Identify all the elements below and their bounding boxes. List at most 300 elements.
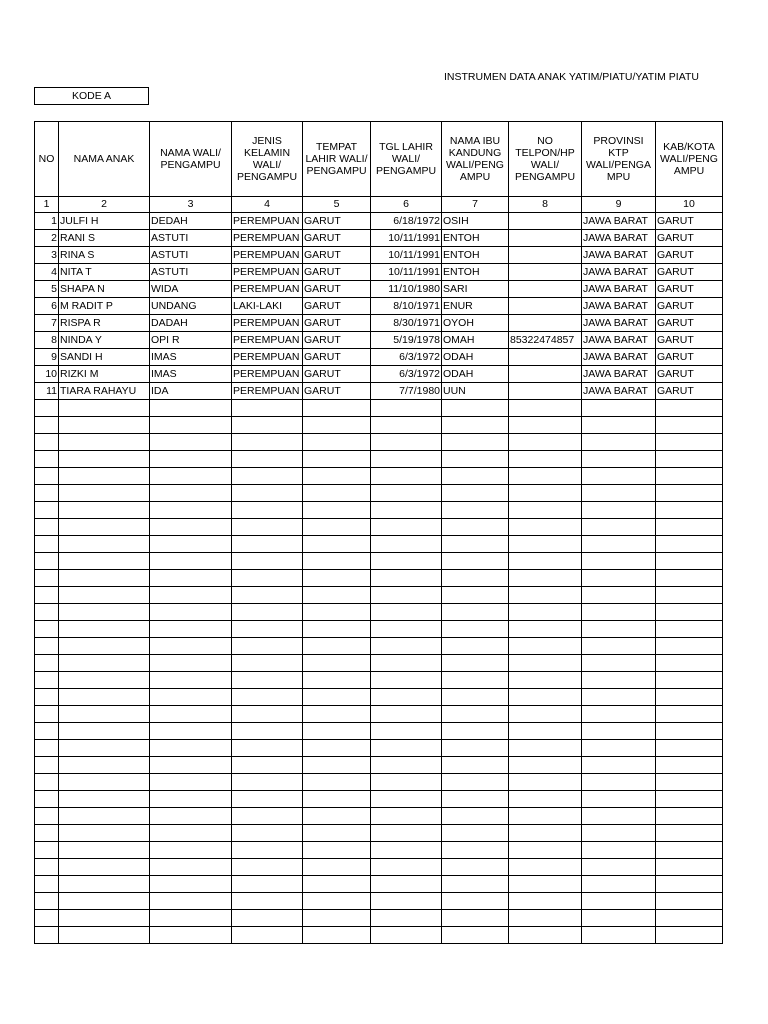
header-nama-wali: NAMA WALI/ PENGAMPU	[150, 122, 232, 197]
empty-cell	[509, 485, 582, 502]
empty-cell	[303, 927, 371, 944]
cell-nama-wali: IMAS	[150, 366, 232, 383]
cell-telpon	[509, 349, 582, 366]
empty-cell	[656, 519, 723, 536]
cell-nama-wali: ASTUTI	[150, 264, 232, 281]
empty-cell	[150, 553, 232, 570]
empty-cell	[582, 451, 656, 468]
table-row	[35, 383, 723, 400]
empty-cell	[656, 774, 723, 791]
header-nama-ibu: NAMA IBU KANDUNG WALI/PENG AMPU	[442, 122, 509, 197]
cell-nama-anak: SHAPA N	[59, 281, 150, 298]
cell-nama-anak: RANI S	[59, 230, 150, 247]
empty-cell	[509, 723, 582, 740]
cell-telpon	[509, 213, 582, 230]
empty-cell	[150, 723, 232, 740]
cell-tgl-lahir: 5/19/1978	[371, 332, 442, 349]
cell-nama-ibu: ENTOH	[442, 264, 509, 281]
empty-cell	[59, 519, 150, 536]
empty-cell	[303, 689, 371, 706]
empty-row	[35, 706, 723, 723]
cell-kab-kota: GARUT	[656, 315, 723, 332]
cell-kab-kota: GARUT	[656, 230, 723, 247]
empty-cell	[35, 774, 59, 791]
column-number: 2	[59, 197, 150, 213]
empty-cell	[59, 400, 150, 417]
empty-cell	[442, 536, 509, 553]
empty-cell	[656, 706, 723, 723]
column-number-row	[35, 197, 723, 213]
empty-cell	[509, 842, 582, 859]
empty-cell	[35, 825, 59, 842]
empty-cell	[371, 740, 442, 757]
empty-cell	[59, 485, 150, 502]
empty-cell	[582, 740, 656, 757]
cell-tempat-lahir: GARUT	[303, 332, 371, 349]
empty-cell	[59, 570, 150, 587]
empty-cell	[303, 451, 371, 468]
empty-cell	[232, 434, 303, 451]
cell-tgl-lahir: 8/10/1971	[371, 298, 442, 315]
empty-cell	[442, 757, 509, 774]
empty-cell	[35, 723, 59, 740]
cell-kab-kota: GARUT	[656, 264, 723, 281]
empty-cell	[150, 689, 232, 706]
empty-cell	[582, 400, 656, 417]
empty-cell	[442, 927, 509, 944]
empty-cell	[303, 621, 371, 638]
cell-kab-kota: GARUT	[656, 332, 723, 349]
empty-cell	[656, 587, 723, 604]
empty-cell	[371, 536, 442, 553]
cell-provinsi: JAWA BARAT	[582, 315, 656, 332]
cell-jenis-kelamin: PEREMPUAN	[232, 349, 303, 366]
empty-cell	[232, 706, 303, 723]
cell-nama-wali: IDA	[150, 383, 232, 400]
cell-tgl-lahir: 6/3/1972	[371, 366, 442, 383]
empty-cell	[371, 553, 442, 570]
empty-cell	[150, 927, 232, 944]
empty-cell	[442, 417, 509, 434]
cell-tgl-lahir: 6/3/1972	[371, 349, 442, 366]
empty-row	[35, 689, 723, 706]
cell-no: 7	[35, 315, 59, 332]
empty-cell	[35, 689, 59, 706]
empty-cell	[303, 655, 371, 672]
empty-cell	[150, 468, 232, 485]
empty-cell	[582, 587, 656, 604]
empty-cell	[59, 638, 150, 655]
empty-cell	[371, 723, 442, 740]
empty-cell	[150, 876, 232, 893]
empty-cell	[656, 655, 723, 672]
cell-nama-anak: M RADIT P	[59, 298, 150, 315]
empty-cell	[371, 434, 442, 451]
cell-no: 4	[35, 264, 59, 281]
empty-cell	[303, 672, 371, 689]
empty-cell	[59, 859, 150, 876]
cell-jenis-kelamin: PEREMPUAN	[232, 247, 303, 264]
empty-cell	[442, 621, 509, 638]
empty-cell	[150, 434, 232, 451]
empty-cell	[150, 706, 232, 723]
table-row	[35, 213, 723, 230]
empty-cell	[442, 808, 509, 825]
column-number: 7	[442, 197, 509, 213]
empty-cell	[59, 876, 150, 893]
cell-telpon	[509, 298, 582, 315]
empty-cell	[150, 893, 232, 910]
empty-cell	[371, 859, 442, 876]
empty-cell	[59, 808, 150, 825]
empty-cell	[582, 672, 656, 689]
empty-cell	[442, 706, 509, 723]
empty-cell	[509, 536, 582, 553]
empty-cell	[35, 672, 59, 689]
empty-cell	[656, 723, 723, 740]
empty-cell	[35, 536, 59, 553]
empty-cell	[371, 468, 442, 485]
empty-cell	[442, 587, 509, 604]
empty-cell	[582, 536, 656, 553]
cell-telpon	[509, 264, 582, 281]
cell-tempat-lahir: GARUT	[303, 298, 371, 315]
empty-cell	[442, 689, 509, 706]
cell-jenis-kelamin: PEREMPUAN	[232, 264, 303, 281]
empty-row	[35, 876, 723, 893]
empty-cell	[232, 842, 303, 859]
empty-cell	[150, 570, 232, 587]
cell-jenis-kelamin: PEREMPUAN	[232, 332, 303, 349]
cell-telpon	[509, 230, 582, 247]
empty-cell	[509, 791, 582, 808]
empty-cell	[59, 451, 150, 468]
empty-cell	[150, 502, 232, 519]
empty-cell	[582, 842, 656, 859]
empty-cell	[509, 672, 582, 689]
empty-cell	[509, 757, 582, 774]
empty-cell	[59, 672, 150, 689]
cell-jenis-kelamin: LAKI-LAKI	[232, 298, 303, 315]
empty-cell	[442, 434, 509, 451]
cell-telpon	[509, 366, 582, 383]
empty-cell	[59, 536, 150, 553]
empty-cell	[656, 417, 723, 434]
empty-cell	[303, 434, 371, 451]
empty-cell	[442, 774, 509, 791]
data-table	[34, 121, 723, 944]
empty-cell	[232, 808, 303, 825]
empty-cell	[656, 859, 723, 876]
empty-row	[35, 893, 723, 910]
empty-cell	[59, 553, 150, 570]
empty-cell	[303, 893, 371, 910]
empty-cell	[656, 876, 723, 893]
empty-cell	[150, 621, 232, 638]
empty-cell	[509, 621, 582, 638]
empty-cell	[150, 638, 232, 655]
empty-cell	[582, 604, 656, 621]
empty-cell	[232, 417, 303, 434]
empty-cell	[59, 706, 150, 723]
empty-cell	[303, 553, 371, 570]
empty-cell	[656, 604, 723, 621]
empty-cell	[303, 485, 371, 502]
empty-cell	[656, 893, 723, 910]
empty-cell	[509, 553, 582, 570]
empty-cell	[59, 417, 150, 434]
empty-cell	[582, 791, 656, 808]
cell-nama-ibu: ODAH	[442, 349, 509, 366]
cell-nama-anak: RISPA R	[59, 315, 150, 332]
empty-cell	[35, 621, 59, 638]
empty-cell	[232, 927, 303, 944]
cell-nama-anak: NITA T	[59, 264, 150, 281]
cell-kab-kota: GARUT	[656, 383, 723, 400]
empty-cell	[371, 638, 442, 655]
empty-cell	[59, 910, 150, 927]
cell-tgl-lahir: 10/11/1991	[371, 247, 442, 264]
empty-row	[35, 451, 723, 468]
column-number: 6	[371, 197, 442, 213]
empty-cell	[59, 825, 150, 842]
empty-cell	[232, 655, 303, 672]
cell-kab-kota: GARUT	[656, 349, 723, 366]
empty-row	[35, 825, 723, 842]
cell-telpon	[509, 315, 582, 332]
empty-cell	[232, 604, 303, 621]
cell-kab-kota: GARUT	[656, 247, 723, 264]
table-row	[35, 349, 723, 366]
empty-row	[35, 621, 723, 638]
cell-nama-wali: OPI R	[150, 332, 232, 349]
empty-cell	[582, 774, 656, 791]
column-number: 3	[150, 197, 232, 213]
cell-nama-ibu: ODAH	[442, 366, 509, 383]
empty-cell	[582, 485, 656, 502]
empty-cell	[303, 723, 371, 740]
empty-cell	[59, 774, 150, 791]
empty-cell	[59, 791, 150, 808]
column-number: 8	[509, 197, 582, 213]
cell-tempat-lahir: GARUT	[303, 383, 371, 400]
cell-nama-wali: ASTUTI	[150, 247, 232, 264]
empty-cell	[371, 570, 442, 587]
empty-cell	[442, 893, 509, 910]
cell-provinsi: JAWA BARAT	[582, 298, 656, 315]
cell-tempat-lahir: GARUT	[303, 366, 371, 383]
empty-cell	[656, 910, 723, 927]
empty-row	[35, 587, 723, 604]
empty-cell	[232, 638, 303, 655]
empty-cell	[371, 451, 442, 468]
empty-cell	[35, 910, 59, 927]
empty-cell	[150, 519, 232, 536]
empty-cell	[656, 842, 723, 859]
cell-nama-anak: JULFI H	[59, 213, 150, 230]
empty-cell	[371, 655, 442, 672]
empty-cell	[303, 774, 371, 791]
cell-telpon: 85322474857	[509, 332, 582, 349]
header-jenis-kelamin: JENIS KELAMIN WALI/ PENGAMPU	[232, 122, 303, 197]
cell-nama-ibu: ENTOH	[442, 230, 509, 247]
empty-cell	[442, 672, 509, 689]
cell-tgl-lahir: 11/10/1980	[371, 281, 442, 298]
header-telpon: NO TELPON/HP WALI/ PENGAMPU	[509, 122, 582, 197]
cell-nama-ibu: OYOH	[442, 315, 509, 332]
table-row	[35, 281, 723, 298]
empty-cell	[232, 689, 303, 706]
cell-nama-anak: RIZKI M	[59, 366, 150, 383]
empty-cell	[509, 434, 582, 451]
cell-kab-kota: GARUT	[656, 298, 723, 315]
empty-cell	[371, 689, 442, 706]
empty-cell	[303, 502, 371, 519]
empty-cell	[582, 417, 656, 434]
empty-cell	[509, 604, 582, 621]
cell-tempat-lahir: GARUT	[303, 264, 371, 281]
empty-cell	[371, 910, 442, 927]
empty-cell	[582, 876, 656, 893]
empty-cell	[582, 723, 656, 740]
empty-cell	[35, 570, 59, 587]
empty-cell	[303, 859, 371, 876]
table-row	[35, 230, 723, 247]
empty-cell	[656, 825, 723, 842]
cell-nama-anak: NINDA Y	[59, 332, 150, 349]
empty-cell	[303, 740, 371, 757]
column-number: 9	[582, 197, 656, 213]
cell-jenis-kelamin: PEREMPUAN	[232, 315, 303, 332]
kode-label: KODE A	[34, 87, 149, 105]
empty-row	[35, 859, 723, 876]
empty-cell	[35, 502, 59, 519]
empty-cell	[232, 757, 303, 774]
empty-cell	[442, 638, 509, 655]
empty-cell	[232, 774, 303, 791]
empty-cell	[232, 451, 303, 468]
cell-jenis-kelamin: PEREMPUAN	[232, 281, 303, 298]
empty-cell	[509, 927, 582, 944]
empty-row	[35, 740, 723, 757]
cell-no: 5	[35, 281, 59, 298]
empty-cell	[582, 825, 656, 842]
empty-cell	[303, 536, 371, 553]
empty-cell	[150, 825, 232, 842]
empty-cell	[35, 757, 59, 774]
empty-cell	[35, 859, 59, 876]
cell-tempat-lahir: GARUT	[303, 315, 371, 332]
empty-cell	[442, 910, 509, 927]
empty-cell	[150, 859, 232, 876]
empty-cell	[442, 502, 509, 519]
empty-cell	[232, 587, 303, 604]
empty-cell	[150, 808, 232, 825]
empty-cell	[656, 451, 723, 468]
empty-cell	[35, 417, 59, 434]
empty-cell	[582, 655, 656, 672]
column-number: 1	[35, 197, 59, 213]
column-number: 4	[232, 197, 303, 213]
empty-cell	[582, 570, 656, 587]
cell-nama-anak: SANDI H	[59, 349, 150, 366]
empty-cell	[232, 859, 303, 876]
empty-cell	[150, 604, 232, 621]
empty-cell	[442, 468, 509, 485]
cell-kab-kota: GARUT	[656, 213, 723, 230]
empty-cell	[442, 655, 509, 672]
empty-cell	[303, 400, 371, 417]
cell-nama-ibu: ENUR	[442, 298, 509, 315]
empty-cell	[509, 587, 582, 604]
empty-cell	[656, 621, 723, 638]
empty-cell	[509, 400, 582, 417]
empty-cell	[59, 621, 150, 638]
empty-cell	[442, 842, 509, 859]
cell-jenis-kelamin: PEREMPUAN	[232, 383, 303, 400]
empty-cell	[656, 553, 723, 570]
empty-cell	[59, 689, 150, 706]
cell-jenis-kelamin: PEREMPUAN	[232, 213, 303, 230]
empty-cell	[59, 587, 150, 604]
cell-no: 8	[35, 332, 59, 349]
empty-cell	[303, 604, 371, 621]
cell-provinsi: JAWA BARAT	[582, 366, 656, 383]
empty-cell	[371, 893, 442, 910]
header-row	[35, 122, 723, 197]
empty-cell	[509, 417, 582, 434]
table-row	[35, 264, 723, 281]
cell-kab-kota: GARUT	[656, 366, 723, 383]
empty-cell	[232, 502, 303, 519]
empty-cell	[656, 536, 723, 553]
empty-cell	[582, 621, 656, 638]
cell-nama-anak: RINA S	[59, 247, 150, 264]
empty-cell	[509, 638, 582, 655]
empty-cell	[59, 434, 150, 451]
empty-cell	[59, 604, 150, 621]
empty-cell	[232, 825, 303, 842]
table-row	[35, 332, 723, 349]
empty-cell	[150, 400, 232, 417]
empty-row	[35, 638, 723, 655]
table-row	[35, 315, 723, 332]
empty-row	[35, 655, 723, 672]
empty-cell	[371, 604, 442, 621]
empty-cell	[442, 825, 509, 842]
empty-cell	[232, 570, 303, 587]
empty-cell	[35, 927, 59, 944]
empty-cell	[509, 774, 582, 791]
empty-cell	[35, 553, 59, 570]
empty-cell	[442, 451, 509, 468]
empty-cell	[150, 791, 232, 808]
empty-cell	[371, 808, 442, 825]
cell-nama-ibu: SARI	[442, 281, 509, 298]
empty-cell	[35, 842, 59, 859]
empty-cell	[442, 553, 509, 570]
column-number: 5	[303, 197, 371, 213]
empty-cell	[59, 468, 150, 485]
empty-cell	[35, 655, 59, 672]
empty-cell	[442, 400, 509, 417]
empty-row	[35, 604, 723, 621]
empty-cell	[371, 502, 442, 519]
empty-cell	[59, 502, 150, 519]
empty-cell	[303, 842, 371, 859]
empty-cell	[582, 859, 656, 876]
cell-tgl-lahir: 8/30/1971	[371, 315, 442, 332]
